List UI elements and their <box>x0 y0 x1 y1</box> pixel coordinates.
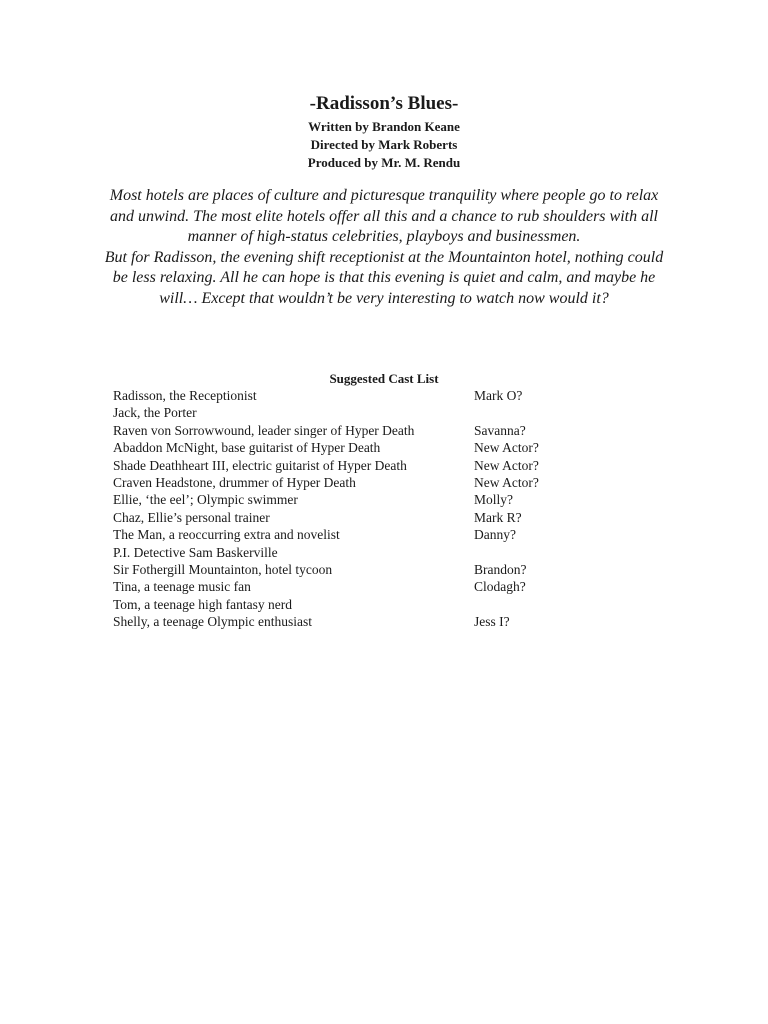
cast-role: Shelly, a teenage Olympic enthusiast <box>113 614 312 630</box>
cast-actor: Mark R? <box>474 509 522 525</box>
cast-role: Tina, a teenage music fan <box>113 579 251 595</box>
cast-actor: New Actor? <box>474 440 539 456</box>
cast-row <box>113 387 673 404</box>
cast-actor: Molly? <box>474 492 513 508</box>
synopsis <box>100 186 668 309</box>
cast-row <box>113 578 673 595</box>
cast-actor: Mark O? <box>474 388 523 403</box>
cast-role: Abaddon McNight, base guitarist of Hyper Death <box>113 440 381 456</box>
cast-row <box>113 526 673 543</box>
cast-role: Jack, the Porter <box>113 405 197 421</box>
cast-role: Tom, a teenage high fantasy nerd <box>113 596 292 612</box>
cast-role: Sir Fothergill Mountainton, hotel tycoon <box>113 561 333 577</box>
cast-actor: Danny? <box>474 527 516 543</box>
written-by-credit: Written by Brandon Keane <box>308 119 460 134</box>
cast-role: Chaz, Ellie’s personal trainer <box>113 509 270 525</box>
cast-row <box>113 509 673 526</box>
produced-by-credit: Produced by Mr. M. Rendu <box>307 155 461 170</box>
cast-actor: Jess I? <box>474 614 510 630</box>
directed-by-credit: Directed by Mark Roberts <box>310 137 458 152</box>
cast-row <box>113 457 673 474</box>
cast-actor: Savanna? <box>474 422 526 438</box>
cast-role: Ellie, ‘the eel’; Olympic swimmer <box>113 492 298 508</box>
cast-actor: Brandon? <box>474 561 527 577</box>
cast-row <box>113 491 673 508</box>
cast-role: Radisson, the Receptionist <box>113 388 257 403</box>
cast-role: Raven von Sorrowwound, leader singer of Hyper Death <box>113 422 415 438</box>
synopsis-paragraph: Most hotels are places of culture and picturesque tranquility where people go to relax and unwind. The most elite hotels offer all this and a chance to rub shoulders with all manner of high-status celebrities, playboys and businessmen. <box>109 187 659 245</box>
cast-row <box>113 596 673 613</box>
cast-list <box>113 387 673 630</box>
cast-actor: New Actor? <box>474 457 539 473</box>
cast-actor: New Actor? <box>474 474 539 490</box>
cast-row <box>113 474 673 491</box>
cast-row <box>113 544 673 561</box>
cast-row <box>113 422 673 439</box>
cast-role: Craven Headstone, drummer of Hyper Death <box>113 474 356 490</box>
cast-role: P.I. Detective Sam Baskerville <box>113 544 278 560</box>
cast-row <box>113 561 673 578</box>
cast-row <box>113 439 673 456</box>
play-title: -Radisson’s Blues- <box>309 93 459 114</box>
cast-role: The Man, a reoccurring extra and novelist <box>113 527 340 543</box>
synopsis-paragraph: But for Radisson, the evening shift receptionist at the Mountainton hotel, nothing could be less relaxing. All he can hope is that this evening is quiet and calm, and maybe he will… Except that wouldn’t be very interesting to watch now would it? <box>104 248 664 307</box>
title-block <box>0 90 768 172</box>
cast-row <box>113 404 673 421</box>
cast-row <box>113 613 673 630</box>
cast-role: Shade Deathheart III, electric guitarist of Hyper Death <box>113 457 407 473</box>
cast-actor: Clodagh? <box>474 579 526 595</box>
cast-list-heading: Suggested Cast List <box>329 371 439 386</box>
